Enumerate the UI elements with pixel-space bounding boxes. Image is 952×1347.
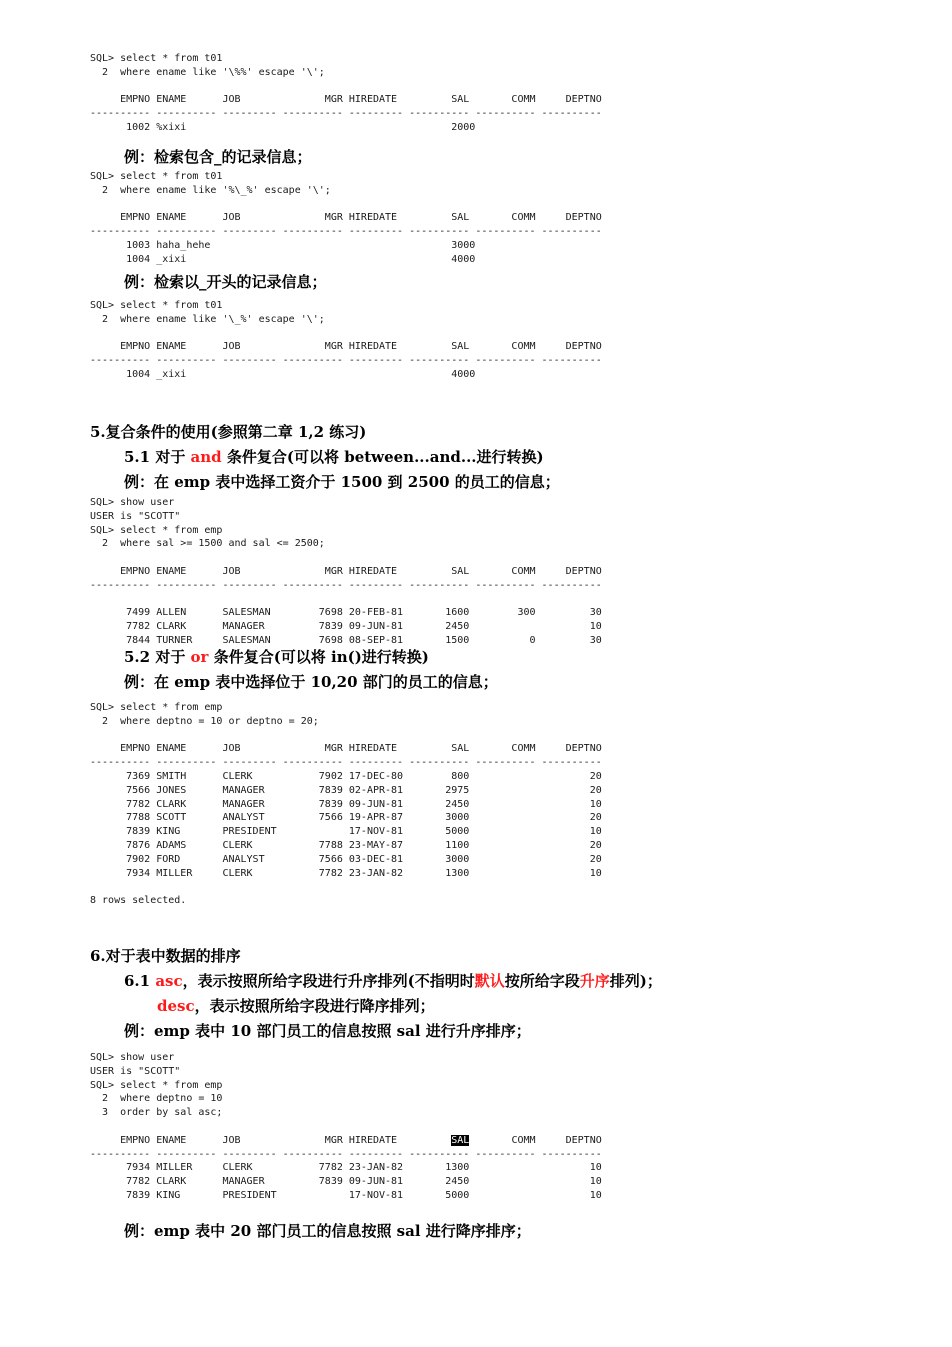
- table-row: 7902 FORD ANALYST 7566 03-DEC-81 3000 20: [90, 853, 602, 865]
- keyword-highlight: 升序: [579, 972, 610, 990]
- keyword-highlight: and: [190, 448, 222, 466]
- keyword-highlight: asc: [155, 972, 183, 990]
- table-separator: ---------- ---------- --------- ---------- --------- ---------- ---------- ----------: [90, 757, 602, 769]
- sql-line: USER is "SCOTT": [90, 1065, 181, 1077]
- sql-line: USER is "SCOTT": [90, 510, 181, 522]
- table-header: EMPNO ENAME JOB MGR HIREDATE SAL COMM DEPTNO: [90, 94, 602, 106]
- sql-line: 2 where deptno = 10: [90, 1093, 223, 1105]
- table-row: 1004 _xixi 4000: [90, 368, 476, 380]
- example-heading: 例：在 emp 表中选择位于 10,20 部门的员工的信息；: [124, 673, 498, 691]
- keyword-highlight: or: [190, 648, 209, 666]
- sql-line: SQL> select * from t01: [90, 171, 223, 182]
- sql-line: 2 where ename like '\_%' escape '\';: [90, 313, 325, 325]
- sql-output-block-3: [90, 299, 602, 382]
- table-row: 7788 SCOTT ANALYST 7566 19-APR-87 3000 20: [90, 812, 602, 824]
- table-separator: ---------- ---------- --------- ---------- --------- ---------- ---------- ----------: [90, 108, 602, 120]
- subsection-title: [124, 447, 544, 467]
- sql-line: SQL> show user: [90, 1052, 175, 1063]
- table-separator: ---------- ---------- --------- ---------- --------- ---------- ---------- ----------: [90, 355, 602, 367]
- table-row: 7839 KING PRESIDENT 17-NOV-81 5000 10: [90, 826, 602, 838]
- table-row: 7369 SMITH CLERK 7902 17-DEC-80 800 20: [90, 770, 602, 782]
- sql-line: SQL> select * from t01: [90, 53, 223, 64]
- table-header: EMPNO ENAME JOB MGR HIREDATE SAL COMM DEPTNO: [90, 341, 602, 353]
- example-heading: 例：检索包含_的记录信息；: [124, 148, 312, 166]
- sql-line: SQL> select * from t01: [90, 300, 223, 311]
- example-heading: 例：在 emp 表中选择工资介于 1500 到 2500 的员工的信息；: [124, 473, 560, 491]
- section-title: 6.对于表中数据的排序: [90, 947, 241, 965]
- subsection-text: ，表示按照所给字段进行降序排列；: [194, 997, 435, 1015]
- sql-output-block-4: [90, 496, 602, 648]
- subsection-text: 5.1 对于: [124, 448, 191, 466]
- table-header: [90, 1135, 602, 1146]
- sql-output-block-5: [90, 701, 602, 908]
- sal-header-highlight: SAL: [451, 1134, 470, 1146]
- sql-output-block-2: [90, 170, 602, 267]
- subsection-text: 条件复合(可以将 in()进行转换): [208, 648, 429, 666]
- sql-line: SQL> select * from emp: [90, 524, 223, 536]
- table-separator: ---------- ---------- --------- ---------- --------- ---------- ---------- ----------: [90, 226, 602, 238]
- table-row: 7782 CLARK MANAGER 7839 09-JUN-81 2450 10: [90, 798, 602, 810]
- table-separator: ---------- ---------- --------- ---------- --------- ---------- ---------- ----------: [90, 579, 602, 591]
- table-row: 7934 MILLER CLERK 7782 23-JAN-82 1300 10: [90, 1162, 602, 1174]
- table-row: 7844 TURNER SALESMAN 7698 08-SEP-81 1500 0 30: [90, 634, 602, 646]
- table-separator: ---------- ---------- --------- ---------- --------- ---------- ---------- ----------: [90, 1148, 602, 1160]
- table-row: 7499 ALLEN SALESMAN 7698 20-FEB-81 1600 300 30: [90, 607, 602, 619]
- section-title: 5.复合条件的使用(参照第二章 1,2 练习): [90, 423, 367, 441]
- subsection-text: 排列)；: [609, 972, 662, 990]
- table-header-part: COMM DEPTNO: [469, 1134, 602, 1146]
- table-row: 1002 %xixi 2000: [90, 121, 476, 133]
- example-heading: 例：检索以_开头的记录信息；: [124, 273, 327, 291]
- sql-line: 3 order by sal asc;: [90, 1107, 223, 1119]
- sql-line: SQL> show user: [90, 497, 175, 508]
- sql-line: SQL> select * from emp: [90, 702, 223, 713]
- table-row: 7566 JONES MANAGER 7839 02-APR-81 2975 20: [90, 784, 602, 796]
- example-heading: 例：emp 表中 20 部门员工的信息按照 sal 进行降序排序；: [124, 1222, 531, 1240]
- sql-line: 2 where ename like '\%%' escape '\';: [90, 66, 325, 78]
- table-row: 7934 MILLER CLERK 7782 23-JAN-82 1300 10: [90, 867, 602, 879]
- table-row: 7782 CLARK MANAGER 7839 09-JUN-81 2450 10: [90, 1176, 602, 1188]
- table-header: EMPNO ENAME JOB MGR HIREDATE SAL COMM DEPTNO: [90, 565, 602, 577]
- subsection-text: 6.1: [124, 972, 156, 990]
- sql-line: 2 where sal >= 1500 and sal <= 2500;: [90, 538, 325, 550]
- keyword-highlight: desc: [157, 997, 195, 1015]
- sql-output-block-1: [90, 52, 602, 135]
- sql-line: SQL> select * from emp: [90, 1079, 223, 1091]
- table-header: EMPNO ENAME JOB MGR HIREDATE SAL COMM DEPTNO: [90, 743, 602, 755]
- table-header: EMPNO ENAME JOB MGR HIREDATE SAL COMM DEPTNO: [90, 212, 602, 224]
- subsection-text: 条件复合(可以将 between...and...进行转换): [221, 448, 544, 466]
- subsection-title: [124, 647, 429, 667]
- example-heading: 例：emp 表中 10 部门员工的信息按照 sal 进行升序排序；: [124, 1022, 531, 1040]
- table-row: 1004 _xixi 4000: [90, 253, 476, 265]
- table-row: 7782 CLARK MANAGER 7839 09-JUN-81 2450 10: [90, 621, 602, 633]
- sql-line: 2 where deptno = 10 or deptno = 20;: [90, 715, 319, 727]
- table-row: 7839 KING PRESIDENT 17-NOV-81 5000 10: [90, 1189, 602, 1201]
- keyword-highlight: 默认: [474, 972, 505, 990]
- table-row: 7876 ADAMS CLERK 7788 23-MAY-87 1100 20: [90, 839, 602, 851]
- rows-selected-footer: 8 rows selected.: [90, 895, 187, 907]
- subsection-text: 5.2 对于: [124, 648, 191, 666]
- subsection-text: ，表示按照所给字段进行升序排列(不指明时: [182, 972, 475, 990]
- subsection-title: [157, 996, 435, 1016]
- subsection-text: 按所给字段: [504, 972, 580, 990]
- sql-output-block-6: [90, 1051, 602, 1203]
- table-header-part: EMPNO ENAME JOB MGR HIREDATE: [90, 1134, 452, 1146]
- sql-line: 2 where ename like '%\_%' escape '\';: [90, 184, 331, 196]
- table-row: 1003 haha_hehe 3000: [90, 239, 476, 251]
- subsection-title: [124, 971, 662, 991]
